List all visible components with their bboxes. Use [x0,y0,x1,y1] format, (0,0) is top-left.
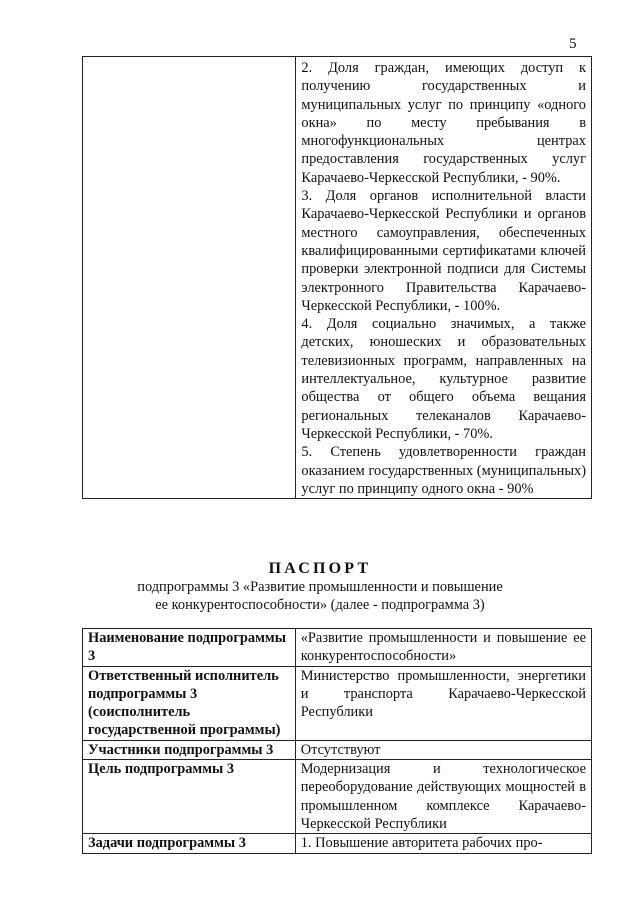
page-number: 5 [569,36,577,52]
row-value: Министерство промышленности, энергетики и транспорта Карачаево-Черкесской Республики [295,666,591,740]
row-label: Участники подпрограммы 3 [83,740,296,759]
row-value: 1. Повышение авторитета рабочих про- [295,834,591,853]
indicator-item: 5. Степень удовлетворенности граждан оказанием государственных (муниципальных) услуг по принципу одного окна - 90% [301,444,586,497]
table-row [83,629,592,667]
indicator-item: 3. Доля органов исполнительной власти Карачаево-Черкесской Республики и органов местного самоуправления, обеспеченных квалифицированными сертификатами ключей проверки электронной подписи для Системы электронного Правительства Карачаево-Черкесской Республики, - 100%. [301,188,586,314]
passport-subtitle-line-2: ее конкурентоспособности» (далее - подпрограмма 3) [155,596,485,613]
table-row [83,666,592,740]
row-label: Ответственный исполнитель подпрограммы 3 (соисполнитель государственной программы) [83,666,296,740]
indicators-cell [296,57,592,499]
row-value: Отсутствуют [295,740,591,759]
row-label: Наименование подпрограммы 3 [83,629,296,667]
table-row [83,760,592,834]
indicators-empty-cell [83,57,296,499]
row-label: Задачи подпрограммы 3 [83,834,296,853]
table-row [83,740,592,759]
passport-title: ПАСПОРТ [268,560,372,577]
indicators-table [82,56,592,499]
indicator-item: 4. Доля социально значимых, а также детских, юношеских и образовательных телевизионных программ, направленных на интеллектуальное, культурное развитие общества от общего объема вещания региональных телеканалов Карачаево-Черкесской Республики, - 70%. [301,316,586,442]
row-value: «Развитие промышленности и повышение ее конкурентоспособности» [295,629,591,667]
indicator-item: 2. Доля граждан, имеющих доступ к получению государственных и муниципальных услуг по принципу «одного окна» по месту пребывания в многофункциональных центрах предоставления государственных услуг Карачаево-Черкесской Республики, - 90%. [301,60,586,186]
row-label: Цель подпрограммы 3 [83,760,296,834]
passport-subtitle-line-1: подпрограммы 3 «Развитие промышленности и повышение [137,579,503,595]
table-row [83,834,592,853]
passport-table [82,628,592,854]
row-value: Модернизация и технологическое переоборудование действующих мощностей в промышленном комплексе Карачаево-Черкесской Республики [295,760,591,834]
passport-heading [0,559,640,614]
table-row [83,57,592,499]
